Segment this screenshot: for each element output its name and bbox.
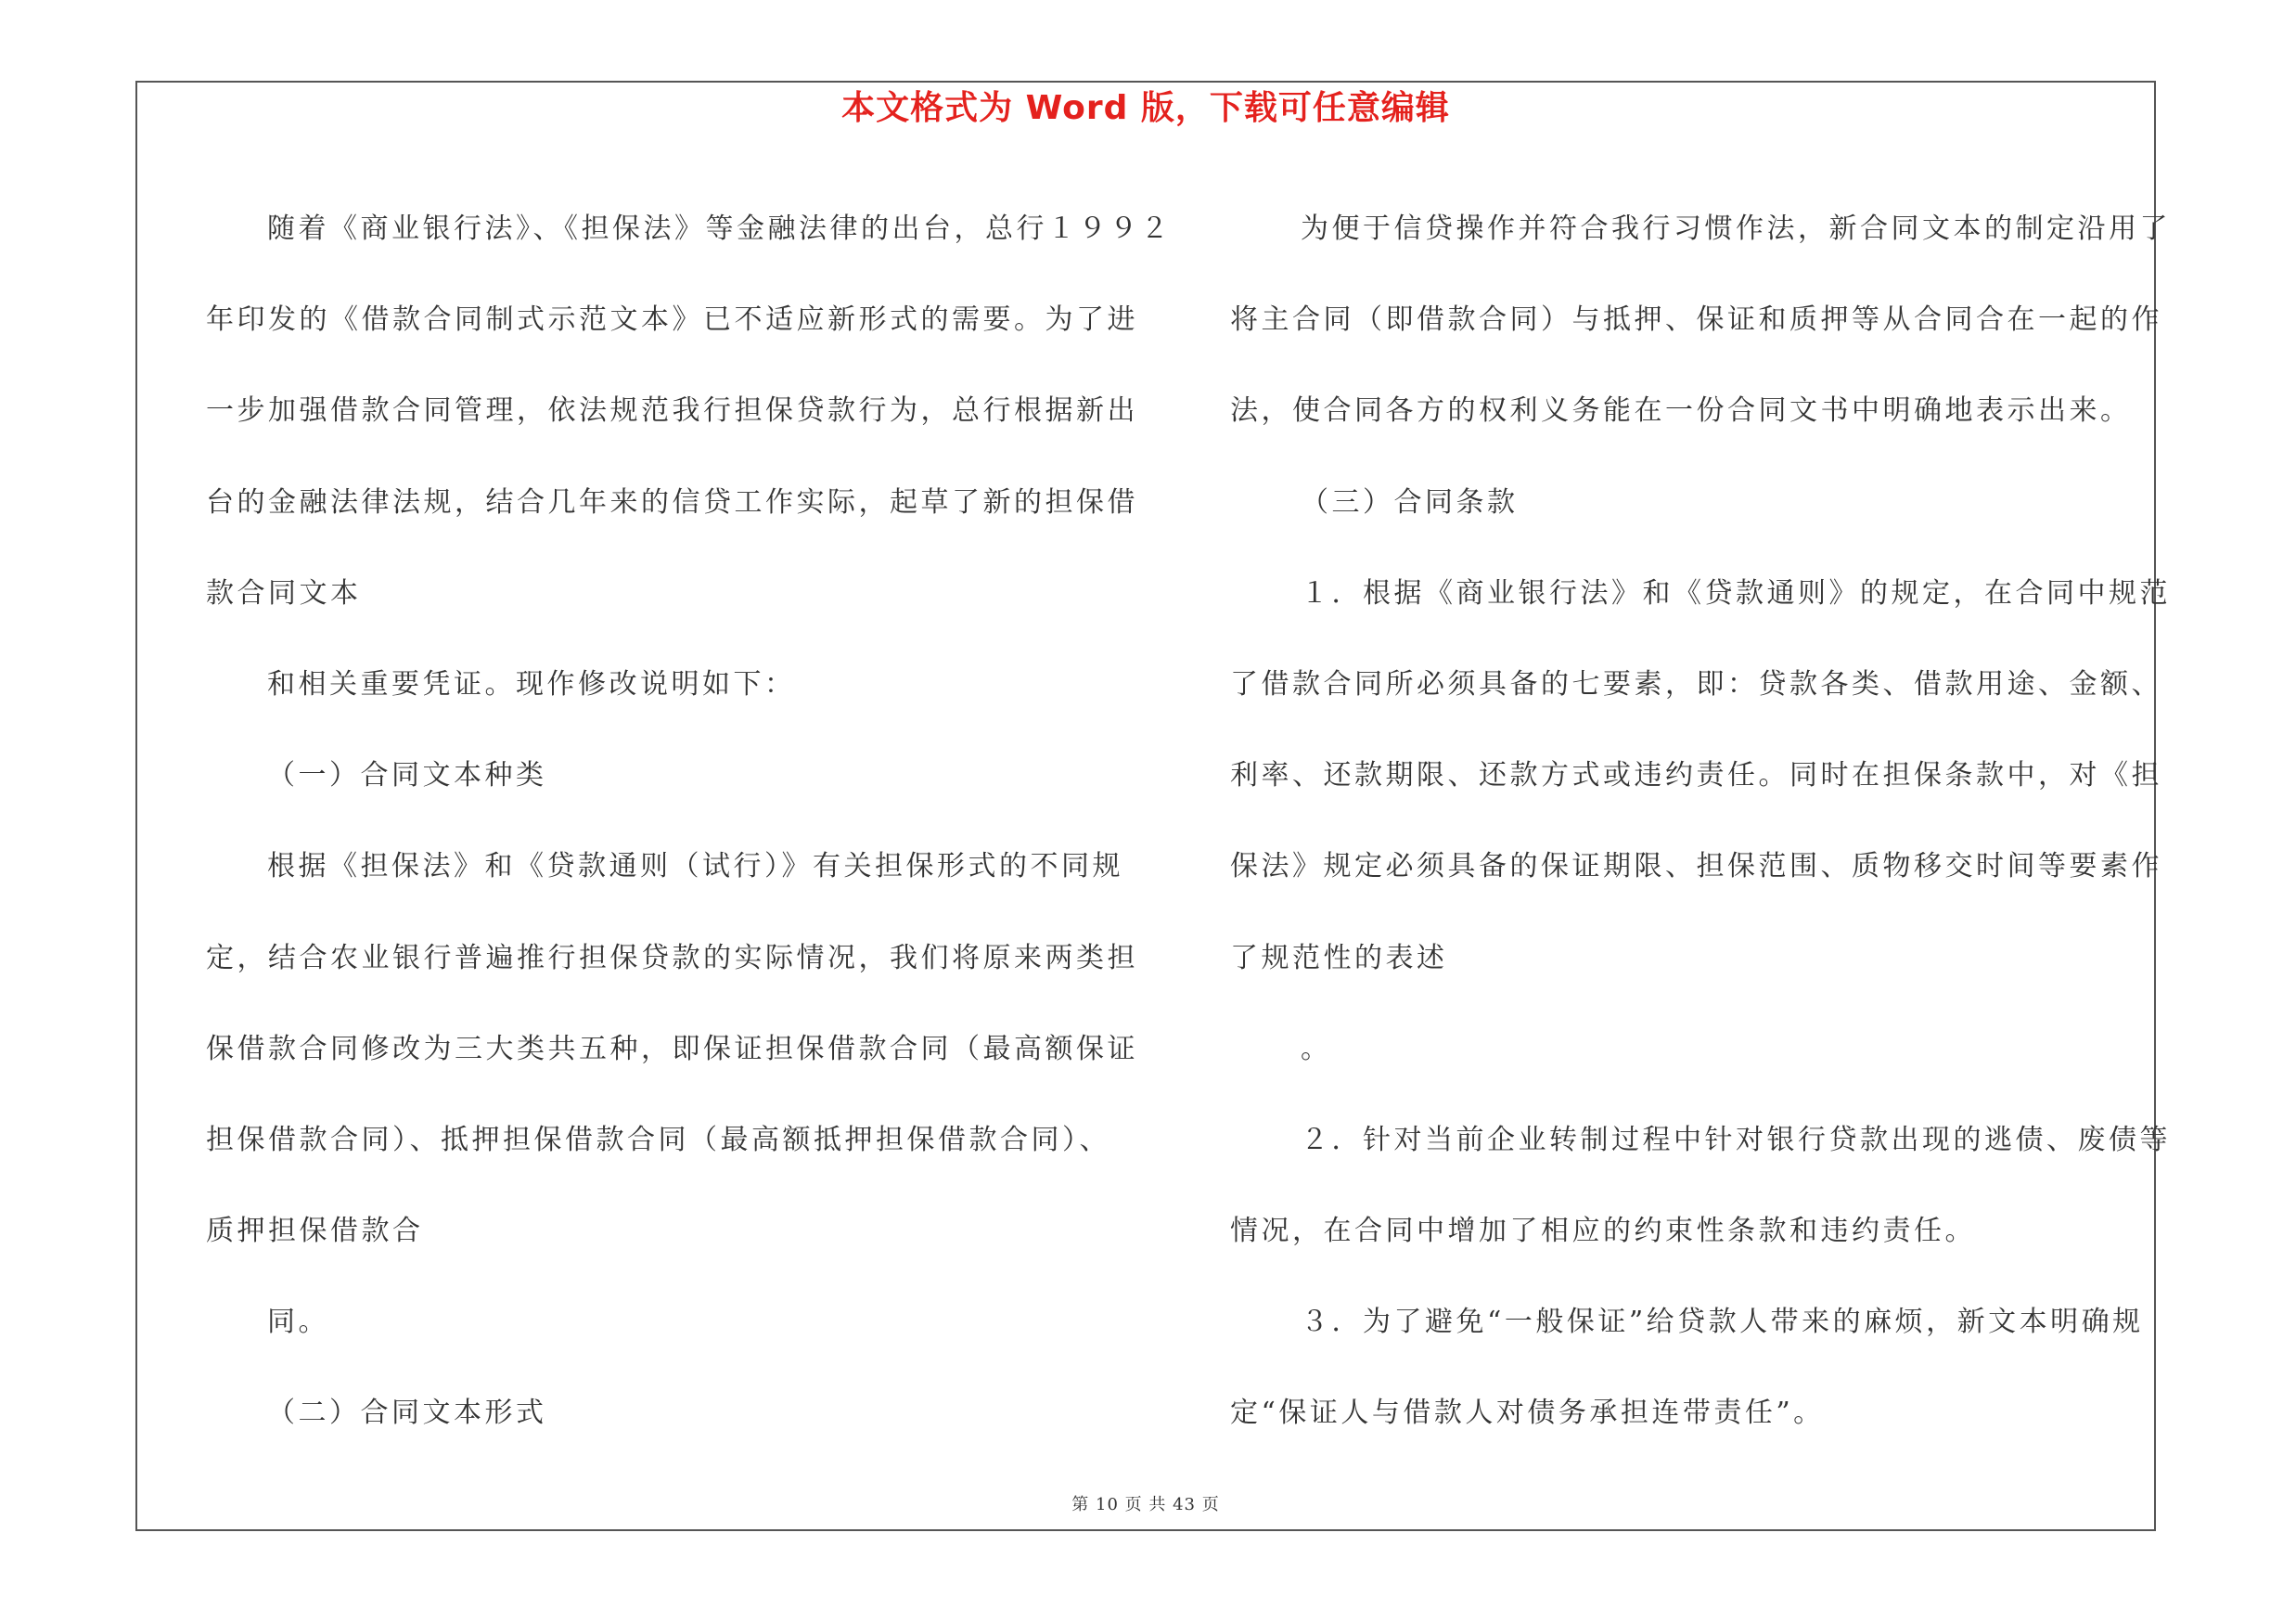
paragraph-line: 情况，在合同中增加了相应的约束性条款和违约责任。: [1230, 1215, 1976, 1248]
paragraph-line: 保法》规定必须具备的保证期限、担保范围、质物移交时间等要素作: [1230, 850, 2162, 883]
paragraph-line: 。: [1301, 1032, 1332, 1065]
left-column: [206, 184, 1172, 1460]
paragraph-line: 款合同文本: [206, 576, 362, 610]
section-heading: （一）合同文本种类: [267, 759, 547, 792]
paragraph-line: １．根据《商业银行法》和《贷款通则》的规定，在合同中规范: [1301, 576, 2171, 610]
paragraph-line: 质押担保借款合: [206, 1215, 424, 1248]
paragraph-line: 根据《担保法》和《贷款通则（试行）》有关担保形式的不同规: [267, 850, 1123, 883]
paragraph-line: ３．为了避免“一般保证”给贷款人带来的麻烦，新文本明确规: [1301, 1306, 2144, 1339]
paragraph-line: 定“保证人与借款人对债务承担连带责任”。: [1230, 1397, 1825, 1430]
right-column: [1230, 184, 2171, 1460]
format-banner: 本文格式为 Word 版，下载可任意编辑: [841, 89, 1450, 127]
paragraph-line: 为便于信贷操作并符合我行习惯作法，新合同文本的制定沿用了: [1301, 213, 2171, 245]
paragraph-line: 保借款合同修改为三大类共五种，即保证担保借款合同（最高额保证: [206, 1032, 1138, 1065]
paragraph-line: 法，使合同各方的权利义务能在一份合同文书中明确地表示出来。: [1230, 394, 2132, 428]
section-heading: （二）合同文本形式: [267, 1397, 547, 1430]
paragraph-line: 了借款合同所必须具备的七要素，即：贷款各类、借款用途、金额、: [1230, 667, 2162, 701]
section-heading: （三）合同条款: [1301, 485, 1519, 519]
paragraph-line: 一步加强借款合同管理，依法规范我行担保贷款行为，总行根据新出: [206, 394, 1138, 428]
paragraph-line: 将主合同（即借款合同）与抵押、保证和质押等从合同合在一起的作: [1230, 303, 2162, 337]
paragraph-line: 台的金融法律法规，结合几年来的信贷工作实际，起草了新的担保借: [206, 485, 1138, 519]
paragraph-line: 和相关重要凭证。现作修改说明如下：: [267, 667, 796, 701]
paragraph-line: 了规范性的表述: [1230, 941, 1448, 974]
paragraph-line: ２．针对当前企业转制过程中针对银行贷款出现的逃债、废债等: [1301, 1123, 2171, 1156]
paragraph-line: 随着《商业银行法》、《担保法》等金融法律的出台，总行１９９２: [267, 213, 1172, 245]
paragraph-line: 年印发的《借款合同制式示范文本》已不适应新形式的需要。为了进: [206, 303, 1138, 337]
paragraph-line: 定，结合农业银行普遍推行担保贷款的实际情况，我们将原来两类担: [206, 941, 1138, 974]
paragraph-line: 担保借款合同）、抵押担保借款合同（最高额抵押担保借款合同）、: [206, 1123, 1110, 1156]
page-number-footer: 第 10 页 共 43 页: [1071, 1495, 1220, 1514]
paragraph-line: 利率、还款期限、还款方式或违约责任。同时在担保条款中，对《担: [1230, 759, 2162, 792]
paragraph-line: 同。: [267, 1306, 329, 1339]
